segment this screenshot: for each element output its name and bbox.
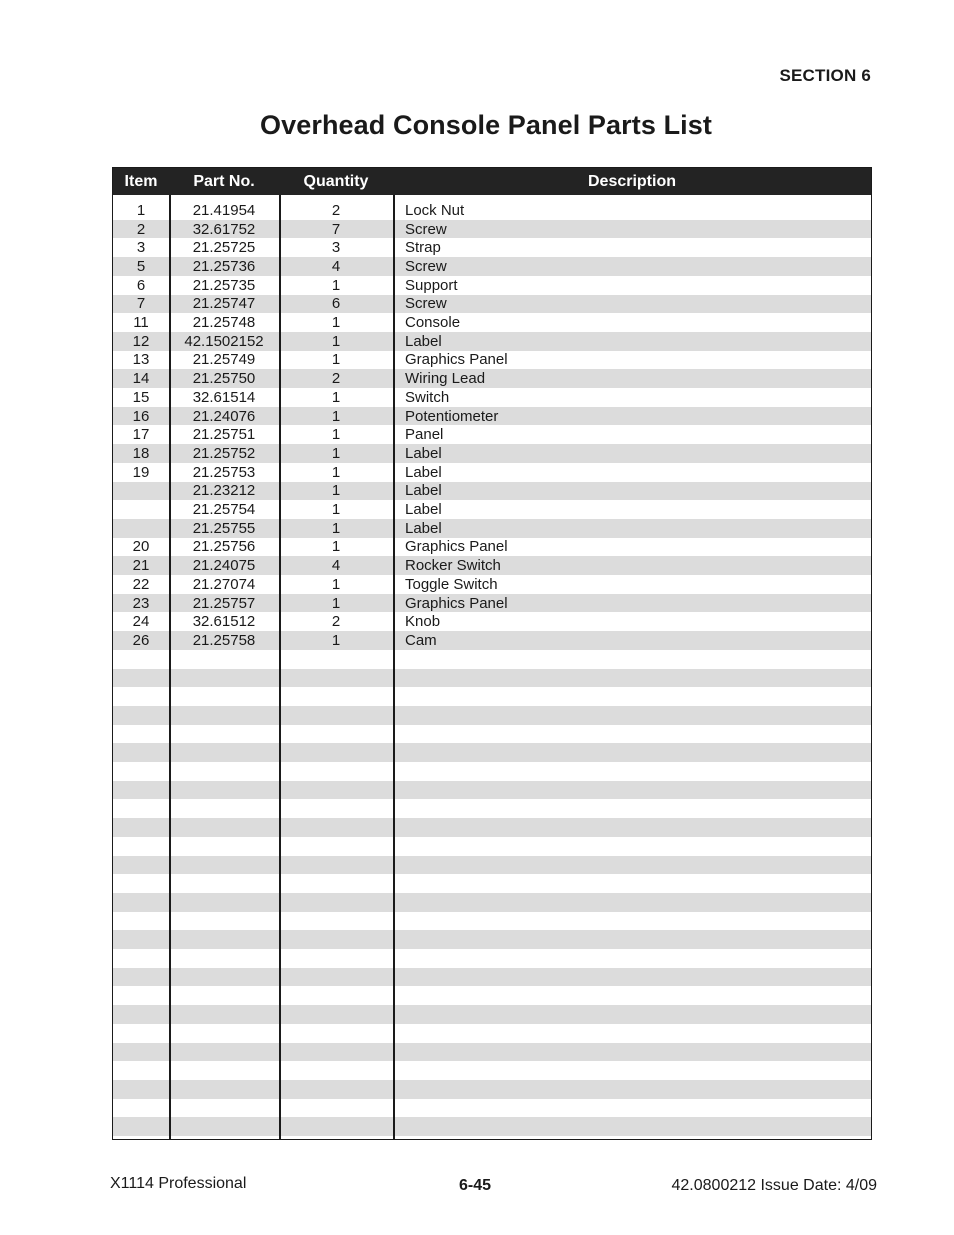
section-label: SECTION 6 [779,66,871,85]
table-row [113,332,871,351]
cell-item: 22 [132,575,150,593]
cell-item: 17 [132,426,150,444]
cell-part-no: 21.25748 [192,314,256,332]
row-stripe [113,1080,871,1099]
cell-quantity: 1 [331,482,341,500]
cell-description: Toggle Switch [405,575,498,593]
cell-quantity: 1 [331,332,341,350]
row-stripe [113,799,871,818]
row-stripe [113,1024,871,1043]
cell-quantity: 7 [331,220,341,238]
cell-quantity: 1 [331,276,341,294]
table-row [113,388,871,407]
cell-part-no: 21.23212 [192,482,256,500]
cell-part-no: 21.25735 [192,276,256,294]
table-row [113,313,871,332]
table-row [113,612,871,631]
cell-description: Label [405,332,442,350]
cell-part-no: 21.25736 [192,257,256,275]
cell-quantity: 6 [331,295,341,313]
cell-quantity: 3 [331,239,341,257]
cell-part-no: 21.25752 [192,444,256,462]
cell-item: 12 [132,332,150,350]
row-stripe [113,856,871,875]
cell-description: Lock Nut [405,201,465,219]
cell-quantity: 1 [331,407,341,425]
cell-quantity: 1 [331,575,341,593]
cell-quantity: 1 [331,426,341,444]
table-row [113,257,871,276]
cell-description: Screw [405,220,447,238]
cell-item: 23 [132,594,150,612]
cell-quantity: 4 [331,557,341,575]
cell-quantity: 1 [331,631,341,649]
cell-item: 6 [136,276,146,294]
row-stripe [113,949,871,968]
table-row [113,556,871,575]
cell-item: 21 [132,557,150,575]
cell-description: Graphics Panel [405,594,508,612]
cell-description: Console [405,314,461,332]
cell-part-no: 21.25753 [192,463,256,481]
cell-item: 11 [133,314,149,332]
table-row [113,594,871,613]
table-row [113,220,871,239]
table-row [113,238,871,257]
cell-part-no: 21.25725 [192,239,256,257]
table-row [113,538,871,557]
row-stripe [113,1043,871,1062]
cell-description: Screw [405,295,447,313]
row-stripe [113,669,871,688]
cell-part-no: 21.25750 [192,370,256,388]
cell-part-no: 42.1502152 [184,332,264,350]
cell-description: Switch [405,388,450,406]
cell-item: 7 [136,295,146,313]
row-stripe [113,837,871,856]
row-stripe [113,781,871,800]
cell-item: 5 [136,257,146,275]
footer-doc-info: 42.0800212 Issue Date: 4/09 [671,1177,877,1194]
table-row [113,201,871,220]
table-row [113,276,871,295]
row-stripe [113,893,871,912]
table-body [113,195,871,1139]
row-stripe [113,912,871,931]
cell-quantity: 1 [331,314,341,332]
row-stripe [113,725,871,744]
cell-quantity: 2 [331,370,341,388]
cell-item: 15 [132,388,150,406]
cell-description: Graphics Panel [405,538,508,556]
footer-model: X1114 Professional [110,1175,247,1192]
cell-part-no: 21.25751 [192,426,256,444]
cell-quantity: 1 [331,351,341,369]
row-stripe [113,930,871,949]
table-row [113,425,871,444]
cell-quantity: 2 [331,201,341,219]
cell-part-no: 32.61514 [192,388,256,406]
cell-part-no: 32.61512 [192,613,256,631]
table-row [113,295,871,314]
cell-description: Cam [405,631,437,649]
cell-item: 18 [132,444,150,462]
table-row [113,369,871,388]
cell-item: 26 [132,631,150,649]
cell-description: Rocker Switch [405,557,501,575]
row-stripe [113,1117,871,1136]
cell-description: Graphics Panel [405,351,508,369]
cell-description: Label [405,501,442,519]
page-title: Overhead Console Panel Parts List [260,110,712,140]
row-stripe [113,1061,871,1080]
cell-part-no: 21.24076 [192,407,256,425]
cell-description: Knob [405,613,441,631]
cell-item: 1 [136,201,146,219]
cell-quantity: 1 [331,519,341,537]
cell-part-no: 21.25757 [192,594,256,612]
cell-quantity: 1 [331,501,341,519]
parts-table [112,167,872,1140]
cell-item: 3 [136,239,146,257]
row-stripe [113,968,871,987]
column-header-quantity: Quantity [303,172,369,190]
cell-part-no: 21.25756 [192,538,256,556]
column-header-part-no: Part No. [193,172,255,190]
footer-page-number: 6-45 [459,1177,492,1194]
table-row [113,519,871,538]
cell-part-no: 21.25749 [192,351,256,369]
cell-item: 13 [132,351,150,369]
table-row [113,444,871,463]
cell-description: Screw [405,257,447,275]
row-stripe [113,743,871,762]
cell-description: Label [405,463,442,481]
table-row [113,500,871,519]
table-header [113,168,871,195]
row-stripe [113,650,871,669]
table-row [113,407,871,426]
cell-description: Label [405,519,442,537]
row-stripe [113,874,871,893]
table-row [113,482,871,501]
cell-description: Potentiometer [405,407,499,425]
cell-description: Strap [405,239,441,257]
cell-item: 19 [132,463,150,481]
cell-part-no: 32.61752 [192,220,256,238]
cell-part-no: 21.25754 [192,501,256,519]
row-stripe [113,818,871,837]
row-stripe [113,1005,871,1024]
cell-description: Wiring Lead [405,370,486,388]
cell-item: 16 [132,407,150,425]
cell-quantity: 4 [331,257,341,275]
row-stripe [113,1136,871,1155]
table-row [113,631,871,650]
cell-part-no: 21.25758 [192,631,256,649]
cell-part-no: 21.24075 [192,557,256,575]
cell-quantity: 2 [331,613,341,631]
cell-item: 14 [132,370,150,388]
cell-quantity: 1 [331,463,341,481]
cell-quantity: 1 [331,388,341,406]
cell-quantity: 1 [331,538,341,556]
row-stripe [113,986,871,1005]
row-stripe [113,1099,871,1118]
cell-part-no: 21.27074 [192,575,256,593]
cell-item: 2 [136,220,146,238]
row-stripe [113,687,871,706]
cell-description: Label [405,482,442,500]
cell-description: Support [405,276,458,294]
column-header-item: Item [124,172,158,190]
cell-part-no: 21.25747 [192,295,256,313]
cell-part-no: 21.41954 [192,201,256,219]
row-stripe [113,762,871,781]
cell-part-no: 21.25755 [192,519,256,537]
cell-item: 24 [132,613,150,631]
cell-description: Label [405,444,442,462]
column-header-description: Description [587,172,676,190]
table-row [113,351,871,370]
cell-description: Panel [405,426,444,444]
cell-item: 20 [132,538,150,556]
row-stripe [113,706,871,725]
cell-quantity: 1 [331,444,341,462]
table-row [113,463,871,482]
cell-quantity: 1 [331,594,341,612]
table-row [113,575,871,594]
